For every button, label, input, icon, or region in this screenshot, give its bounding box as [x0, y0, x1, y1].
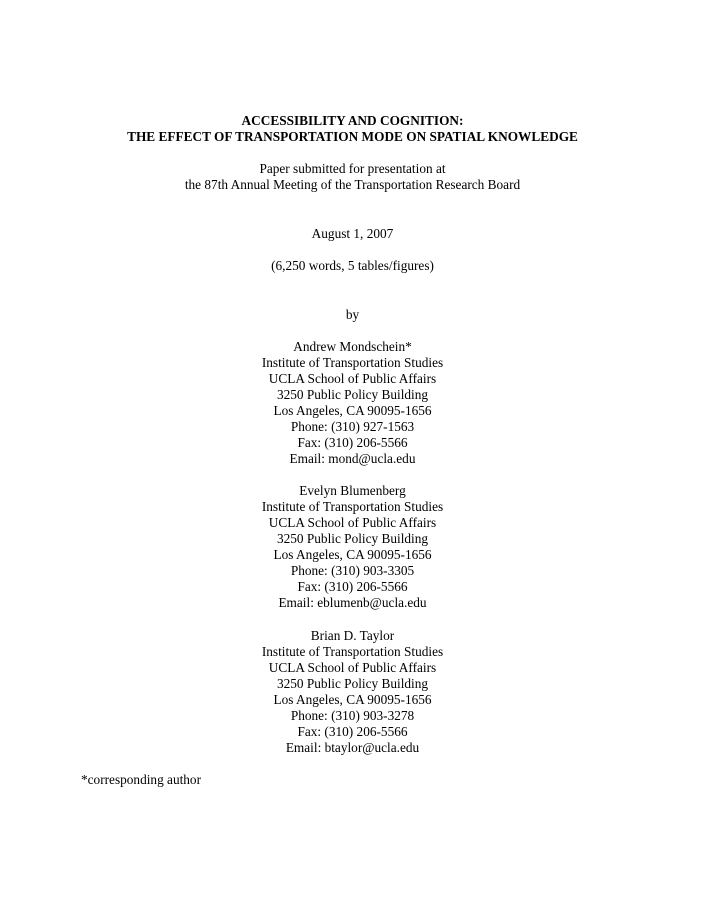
- author-block-taylor: [0, 628, 705, 756]
- corresponding-author-footnote: *corresponding author: [81, 772, 202, 787]
- author-school: UCLA School of Public Affairs: [268, 660, 437, 675]
- author-city: Los Angeles, CA 90095-1656: [273, 692, 432, 707]
- submission-note-line-2: the 87th Annual Meeting of the Transportation Research Board: [184, 177, 521, 192]
- author-name: Evelyn Blumenberg: [299, 483, 406, 498]
- author-fax: Fax: (310) 206-5566: [297, 579, 408, 594]
- by-text: by: [345, 307, 360, 322]
- author-email: Email: btaylor@ucla.edu: [285, 740, 420, 755]
- paper-title: [0, 113, 705, 145]
- author-email: Email: mond@ucla.edu: [289, 451, 416, 466]
- paper-title-line-1: ACCESSIBILITY AND COGNITION:: [241, 113, 464, 128]
- word-count: [0, 258, 705, 274]
- author-building: 3250 Public Policy Building: [276, 676, 429, 691]
- author-phone: Phone: (310) 927-1563: [290, 419, 415, 434]
- author-city: Los Angeles, CA 90095-1656: [273, 403, 432, 418]
- author-phone: Phone: (310) 903-3305: [290, 563, 415, 578]
- author-email: Email: eblumenb@ucla.edu: [278, 595, 427, 610]
- author-block-mondschein: [0, 339, 705, 467]
- author-building: 3250 Public Policy Building: [276, 531, 429, 546]
- author-city: Los Angeles, CA 90095-1656: [273, 547, 432, 562]
- submission-note-line-1: Paper submitted for presentation at: [259, 161, 446, 176]
- author-institute: Institute of Transportation Studies: [261, 355, 444, 370]
- submission-date-text: August 1, 2007: [311, 226, 394, 241]
- by-line: [0, 307, 705, 323]
- author-school: UCLA School of Public Affairs: [268, 515, 437, 530]
- author-phone: Phone: (310) 903-3278: [290, 708, 415, 723]
- author-name: Brian D. Taylor: [310, 628, 395, 643]
- author-institute: Institute of Transportation Studies: [261, 644, 444, 659]
- submission-date: [0, 226, 705, 242]
- author-name: Andrew Mondschein*: [293, 339, 412, 354]
- author-fax: Fax: (310) 206-5566: [297, 435, 408, 450]
- author-institute: Institute of Transportation Studies: [261, 499, 444, 514]
- author-building: 3250 Public Policy Building: [276, 387, 429, 402]
- author-school: UCLA School of Public Affairs: [268, 371, 437, 386]
- word-count-text: (6,250 words, 5 tables/figures): [271, 258, 434, 273]
- author-block-blumenberg: [0, 483, 705, 611]
- submission-note: [0, 161, 705, 193]
- paper-title-line-2: THE EFFECT OF TRANSPORTATION MODE ON SPATIAL KNOWLEDGE: [127, 129, 578, 144]
- author-fax: Fax: (310) 206-5566: [297, 724, 408, 739]
